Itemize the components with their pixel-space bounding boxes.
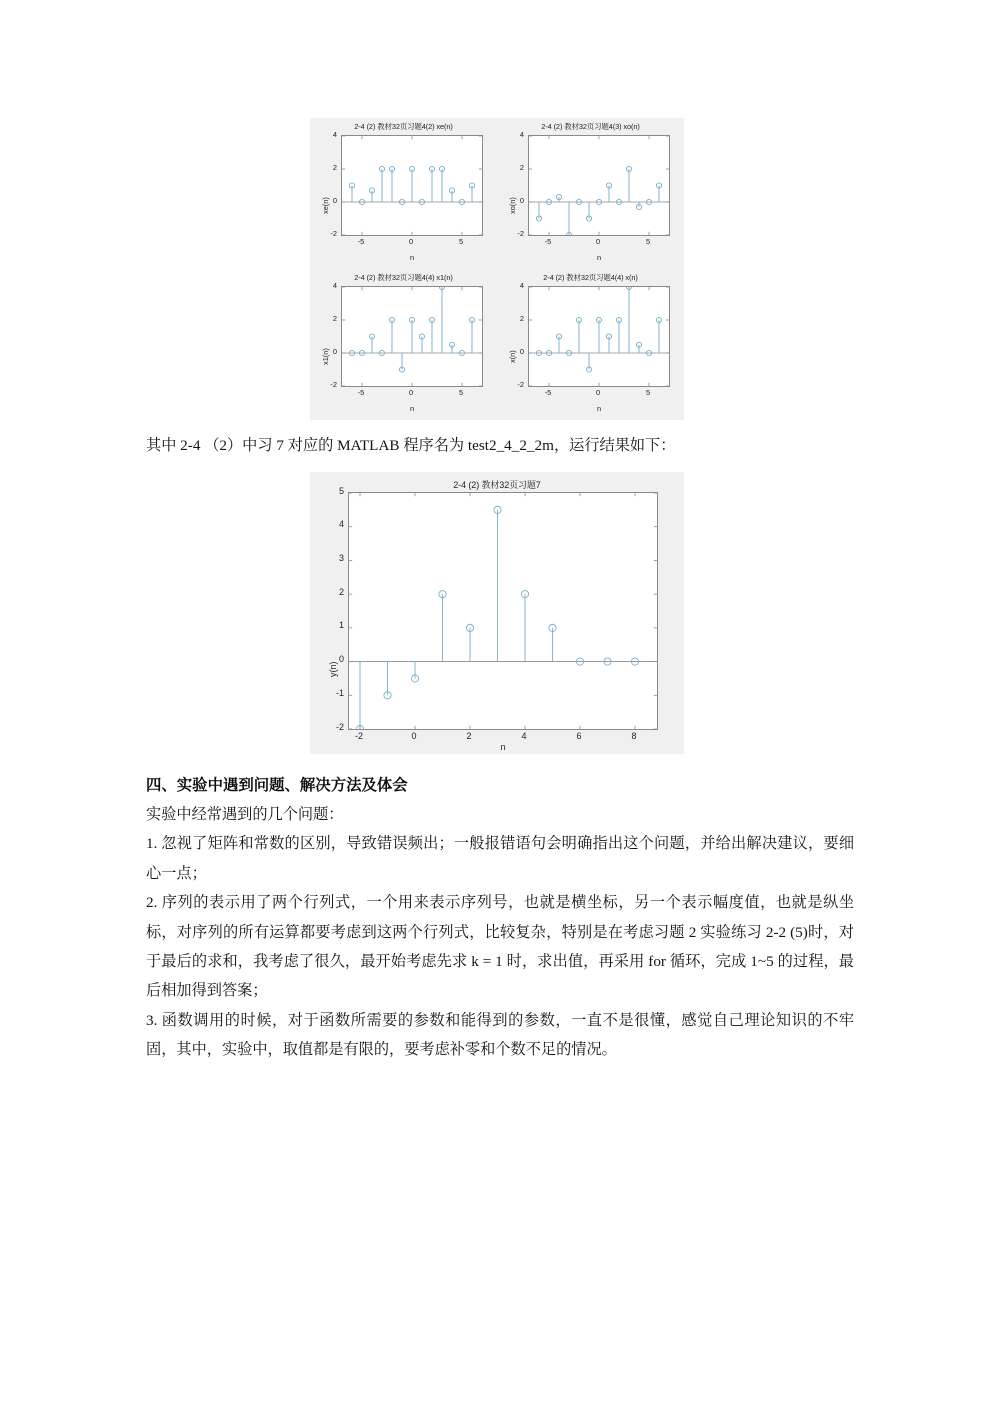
stem-point [466,624,473,661]
y-tick-label: 2 [332,162,337,172]
x-tick-label: -5 [544,388,552,397]
stem-point [439,591,446,662]
x-tick-label: -5 [357,237,365,246]
subplot-title-xo: 2-4 (2) 教材32页习题4(3) xo(n) [541,122,640,131]
x-tick-label: 5 [458,237,464,246]
section-heading: 四、实验中遇到问题、解决方法及体会 [146,777,408,794]
x-tick-label: -5 [357,388,365,397]
y-tick-label: 0 [332,346,337,356]
y-tick-label: -1 [335,687,344,698]
subplot-x1 [310,269,497,420]
stem-plot-canvas [529,136,669,235]
stem-point [409,166,414,202]
subplot-xo [497,118,684,269]
stem-point [521,591,528,662]
stem-point [566,202,571,235]
y-tick-label: -2 [335,721,344,732]
stem-point [536,202,541,221]
caption-paragraph: 其中 2-4 （2）中习 7 对应的 MATLAB 程序名为 test2_4_2_2m，运行结果如下： [146,437,676,454]
stem-point [439,166,444,202]
x-tick-label: 2 [466,731,472,741]
subplot-xe [310,118,497,269]
stem-point [606,183,611,202]
paragraph-item-1: 1. 忽视了矩阵和常数的区别，导致错误频出；一般报错语句会明确指出这个问题，并给出解决建议，要细心一点； [146,835,854,882]
subplot-y [310,472,684,754]
subplot-title-y: 2-4 (2) 教材32页习题7 [453,480,541,490]
y-tick-label: 1 [338,620,344,631]
x-tick-label: -2 [354,731,363,741]
stem-point [586,353,591,372]
subplot-title-x1: 2-4 (2) 教材32页习题4(4) x1(n) [354,273,453,282]
x-tick-label: 0 [408,388,414,397]
paragraph-item-3: 3. 函数调用的时候，对于函数所需要的参数和能得到的参数，一直不是很懂，感觉自己理论知识的不牢固，其中，实验中，取值都是有限的，要考虑补零和个数不足的情况。 [146,1011,854,1059]
stem-point [379,166,384,202]
stem-point [606,334,611,353]
stem-point [439,287,444,353]
y-tick-label: 0 [338,654,344,665]
x-tick-label: 0 [408,237,414,246]
stem-point [549,624,556,661]
stem-plot-canvas [342,287,482,386]
y-tick-label: 2 [332,313,337,323]
stem-plot-canvas [342,136,482,235]
y-tick-label: 2 [519,162,524,172]
stem-point [369,334,374,353]
stem-point [656,317,661,353]
stem-point [596,317,601,353]
stem-point [586,202,591,221]
subplot-ylabel-xe: xe(n) [321,197,330,214]
stem-point [636,202,641,210]
stem-point [626,166,631,202]
x-tick-label: 0 [595,388,601,397]
subplot-xlabel-x: n [596,404,602,413]
x-tick-label: -5 [544,237,552,246]
subplot-ylabel-x: x(n) [508,350,517,363]
subplot-ylabel-y: y(n) [328,661,338,677]
subplot-axes-xe [341,135,483,236]
subplot-axes-xo [528,135,670,236]
body-text-block [146,800,854,1065]
stem-point [419,334,424,353]
y-tick-label: -2 [517,228,524,238]
subplot-title-x: 2-4 (2) 教材32页习题4(4) x(n) [543,273,638,282]
stem-point [469,183,474,202]
stem-plot-canvas [529,287,669,386]
subplot-xlabel-xo: n [596,253,602,262]
stem-point [576,317,581,353]
y-tick-label: 4 [332,280,337,290]
stem-point [494,506,501,661]
y-tick-label: 4 [519,280,524,290]
stem-point [409,317,414,353]
y-tick-label: 4 [332,129,337,139]
x-tick-label: 6 [576,731,582,741]
subplot-xlabel-y: n [500,742,506,752]
stem-point [636,342,641,353]
stem-point [449,188,454,202]
subplot-xlabel-xe: n [409,253,415,262]
x-tick-label: 0 [595,237,601,246]
stem-point [389,166,394,202]
y-tick-label: -2 [330,379,337,389]
stem-point [389,317,394,353]
subplot-ylabel-x1: x1(n) [321,348,330,365]
stem-point [626,287,631,353]
stem-point [429,317,434,353]
stem-point [369,188,374,202]
stem-point [449,342,454,353]
stem-point [556,194,561,202]
stem-point [616,317,621,353]
stem-point [411,662,418,682]
subplot-xlabel-x1: n [409,404,415,413]
stem-point [656,183,661,202]
y-tick-label: 5 [338,485,344,496]
y-tick-label: 2 [519,313,524,323]
y-tick-label: 0 [519,195,524,205]
subplot-axes-x [528,286,670,387]
x-tick-label: 8 [631,731,637,741]
x-tick-label: 5 [458,388,464,397]
stem-plot-canvas [349,493,657,729]
y-tick-label: 4 [338,519,344,530]
stem-point [469,317,474,353]
x-tick-label: 5 [645,237,651,246]
subplot-title-xe: 2-4 (2) 教材32页习题4(2) xe(n) [354,122,453,131]
stem-point [356,662,363,729]
matlab-figure-single [310,472,684,754]
stem-point [556,334,561,353]
paragraph-intro: 实验中经常遇到的几个问题： [146,806,344,823]
subplot-x [497,269,684,420]
y-tick-label: -2 [330,228,337,238]
y-tick-label: 3 [338,552,344,563]
stem-point [384,662,391,699]
x-tick-label: 4 [521,731,527,741]
paragraph-item-2: 2. 序列的表示用了两个行列式，一个用来表示序列号，也就是横坐标，另一个表示幅度值，也就是纵坐标，对序列的所有运算都要考虑到这两个行列式，比较复杂，特别是在考虑习题 2 实验练习 2-2 (5)时，对于最后的求和，我考虑了很久，最开始考虑先求 k = 1 时，求出值，再采用 for 循环，完成 1~5 的过程，最后相加得到答案； [146,894,854,1000]
subplot-ylabel-xo: xo(n) [508,197,517,214]
stem-point [399,353,404,372]
stem-point [429,166,434,202]
x-tick-label: 0 [411,731,417,741]
y-tick-label: 2 [338,586,344,597]
y-tick-label: 4 [519,129,524,139]
subplot-axes-y [348,492,658,730]
stem-point [349,183,354,202]
y-tick-label: 0 [332,195,337,205]
matlab-figure-subplots [310,118,684,420]
y-tick-label: 0 [519,346,524,356]
subplot-axes-x1 [341,286,483,387]
y-tick-label: -2 [517,379,524,389]
x-tick-label: 5 [645,388,651,397]
